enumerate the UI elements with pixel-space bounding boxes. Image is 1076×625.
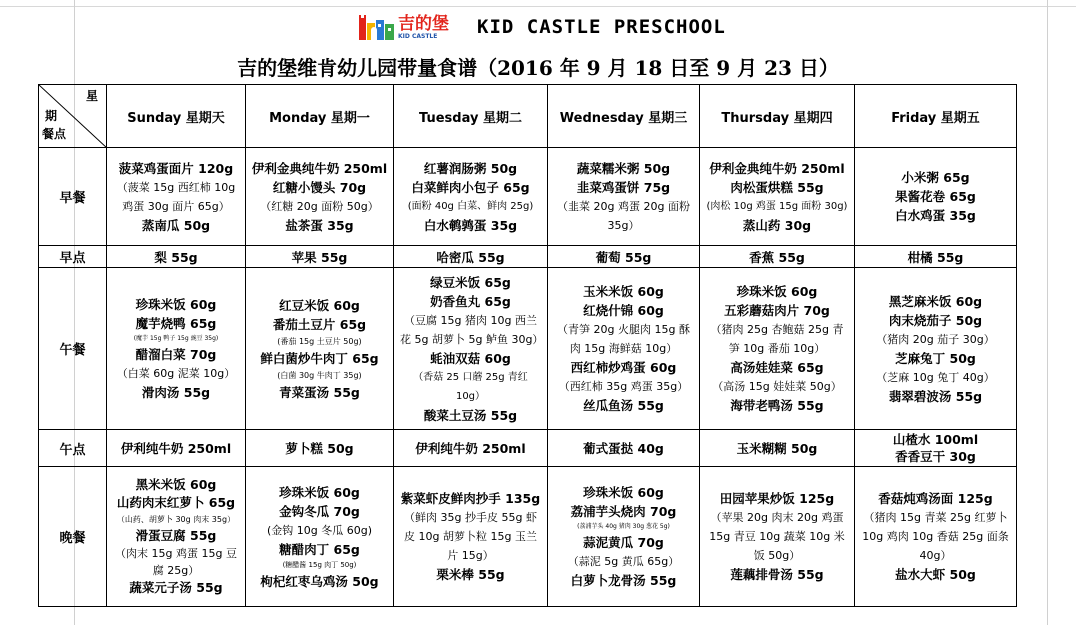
menu-cell-breakfast-tuesday — [394, 148, 548, 246]
dish: 玉米米饭 60g — [583, 284, 664, 299]
menu-cell-lunch-tuesday — [394, 268, 548, 430]
afternoon-snack-row — [39, 430, 1017, 467]
dish: 伊利金典纯牛奶 250ml — [709, 160, 845, 176]
ingredients: （鲜肉 35g 抄手皮 55g 虾皮 10g 胡萝卜粒 15g 玉兰片 15g） — [404, 511, 537, 562]
dish: 蒸山药 30g — [742, 217, 812, 233]
menu-cell-breakfast-friday — [855, 148, 1017, 246]
dish: 滑蛋豆腐 55g — [135, 528, 217, 543]
dinner-row — [39, 467, 1017, 607]
ingredients: (糖醋酱 15g 肉丁 50g) — [282, 560, 357, 569]
menu-cell-afternoon-wednesday: 葡式蛋挞 40g — [548, 430, 700, 467]
menu-cell-afternoon-sunday: 伊利纯牛奶 250ml — [107, 430, 246, 467]
school-name: KID CASTLE PRESCHOOL — [477, 16, 726, 38]
ingredients: （猪肉 20g 茄子 30g） — [876, 332, 995, 346]
dish: 珍珠米饭 60g — [583, 485, 664, 500]
dish: 番茄土豆片 65g — [272, 316, 367, 332]
day-header-wednesday: Wednesday 星期三 — [548, 85, 700, 148]
menu-cell-snack-thursday: 香蕉 55g — [700, 246, 855, 268]
dish: 醋溜白菜 70g — [135, 347, 217, 362]
logo-chinese-name: 吉的堡 — [398, 13, 449, 34]
ingredients: （猪肉 15g 青菜 25g 红萝卜 10g 鸡肉 10g 香菇 25g 面条 40g） — [862, 511, 1009, 562]
ingredients: （西红柿 35g 鸡蛋 35g） — [558, 380, 689, 393]
dish: 青菜蛋汤 55g — [279, 384, 360, 400]
ingredients: （韭菜 20g 鸡蛋 20g 面粉 35g） — [557, 199, 690, 232]
breakfast-row — [39, 148, 1017, 246]
document-header — [358, 12, 726, 42]
ingredients: （菠菜 15g 西红柿 10g — [116, 180, 236, 194]
menu-cell-afternoon-friday — [855, 430, 1017, 467]
menu-cell-snack-sunday: 梨 55g — [107, 246, 246, 268]
day-header-friday: Friday 星期五 — [855, 85, 1017, 148]
ingredients: （蒜泥 5g 黄瓜 65g） — [567, 555, 680, 568]
day-header-row — [39, 85, 1017, 148]
ingredients: （芝麻 10g 兔丁 40g） — [876, 370, 995, 384]
dish: 枸杞红枣乌鸡汤 50g — [260, 573, 379, 589]
ingredients: （豆腐 15g 猪肉 10g 西兰花 5g 胡萝卜 5g 鲈鱼 30g） — [400, 313, 544, 346]
dish: 紫菜虾皮鲜肉抄手 135g — [400, 491, 541, 506]
lunch-row — [39, 268, 1017, 430]
dish: 金钩冬瓜 70g — [279, 503, 360, 519]
ingredients: (番茄 15g 土豆片 50g) — [277, 336, 362, 346]
dish: 香菇炖鸡汤面 125g — [878, 491, 993, 506]
ingredients: （苹果 20g 肉末 20g 鸡蛋 15g 青豆 10g 蔬菜 10g 米饭 50g） — [709, 511, 845, 562]
dish: 红豆米饭 60g — [279, 297, 360, 313]
dish: 盐水大虾 50g — [895, 567, 976, 582]
ingredients: (荔浦芋头 40g 猪肉 30g 葱花 5g) — [577, 523, 670, 530]
weekly-menu-table — [38, 84, 1017, 607]
ingredients: （猪肉 25g 杏鲍菇 25g 青笋 10g 番茄 10g） — [710, 323, 844, 355]
dish: 肉松蛋烘糕 55g — [730, 179, 824, 195]
menu-cell-afternoon-thursday: 玉米糊糊 50g — [700, 430, 855, 467]
meal-label-morning-snack: 早点 — [39, 246, 107, 268]
ingredients: (白菌 30g 牛肉丁 35g) — [277, 370, 362, 380]
dish: 酸菜土豆汤 55g — [423, 407, 518, 423]
morning-snack-row — [39, 246, 1017, 268]
dish: 红薯润肠粥 50g — [423, 160, 518, 176]
dish: 海带老鸭汤 55g — [730, 398, 824, 413]
dish: 蔬菜元子汤 55g — [129, 580, 223, 595]
dish: 蒸南瓜 50g — [141, 217, 211, 233]
dish: 糖醋肉丁 65g — [279, 541, 360, 557]
dish: 盐茶蛋 35g — [285, 217, 354, 233]
menu-cell-breakfast-monday — [246, 148, 394, 246]
dish: 白萝卜龙骨汤 55g — [570, 573, 677, 588]
logo-english-name: KID CASTLE — [398, 32, 438, 40]
dish: 白水鹌鹑蛋 35g — [423, 217, 518, 233]
dish: 珍珠米饭 60g — [135, 297, 217, 312]
margin-guide-right — [1047, 0, 1048, 625]
dish: 伊利金典纯牛奶 250ml — [251, 160, 388, 176]
dish: 黑芝麻米饭 60g — [888, 293, 983, 309]
menu-cell-dinner-wednesday — [548, 467, 700, 607]
ingredients: （香菇 25 口蘑 25g 青红 10g） — [413, 371, 528, 402]
day-header-thursday: Thursday 星期四 — [700, 85, 855, 148]
dish: 韭菜鸡蛋饼 75g — [576, 179, 671, 195]
ingredients: （山药、胡萝卜 30g 肉末 35g） — [116, 515, 236, 524]
ingredients: (肉松 10g 鸡蛋 15g 面粉 30g) — [706, 200, 848, 212]
corner-label-bottom: 餐点 — [42, 127, 67, 141]
day-header-tuesday: Tuesday 星期二 — [394, 85, 548, 148]
menu-cell-dinner-friday — [855, 467, 1017, 607]
menu-cell-dinner-monday — [246, 467, 394, 607]
ingredients: （红糖 20g 面粉 50g） — [260, 199, 379, 213]
meal-label-lunch: 午餐 — [39, 268, 107, 430]
dish: 山楂水 100ml — [892, 432, 979, 447]
menu-cell-lunch-friday — [855, 268, 1017, 430]
ingredients: (金钩 10g 冬瓜 60g) — [266, 523, 373, 537]
dish: 珍珠米饭 60g — [279, 484, 360, 500]
dish: 奶香鱼丸 65g — [430, 293, 511, 309]
menu-cell-lunch-monday — [246, 268, 394, 430]
dish: 蚝油双菇 60g — [430, 350, 511, 366]
menu-cell-lunch-sunday — [107, 268, 246, 430]
ingredients: （白菜 60g 泥菜 10g） — [116, 367, 236, 380]
meal-label-dinner: 晚餐 — [39, 467, 107, 607]
menu-cell-afternoon-tuesday: 伊利纯牛奶 250ml — [394, 430, 548, 467]
menu-cell-dinner-sunday — [107, 467, 246, 607]
menu-cell-snack-friday: 柑橘 55g — [855, 246, 1017, 268]
dish: 田园苹果炒饭 125g — [719, 491, 835, 506]
dish: 高汤娃娃菜 65g — [730, 360, 824, 375]
menu-cell-afternoon-monday: 萝卜糕 50g — [246, 430, 394, 467]
menu-cell-snack-tuesday: 哈密瓜 55g — [394, 246, 548, 268]
dish: 西红柿炒鸡蛋 60g — [570, 360, 677, 375]
dish: 莲藕排骨汤 55g — [730, 567, 824, 582]
day-header-monday: Monday 星期一 — [246, 85, 394, 148]
menu-cell-breakfast-wednesday — [548, 148, 700, 246]
dish: 菠菜鸡蛋面片 120g — [118, 160, 234, 176]
menu-cell-breakfast-thursday — [700, 148, 855, 246]
dish: 白水鸡蛋 35g — [895, 208, 976, 223]
menu-cell-breakfast-sunday — [107, 148, 246, 246]
dish: 荔浦芋头烧肉 70g — [570, 504, 677, 519]
dish: 红烧什锦 60g — [583, 303, 664, 318]
dish: 五彩蘑菇肉片 70g — [724, 303, 830, 318]
dish: 黑米米饭 60g — [135, 477, 217, 492]
dish: 丝瓜鱼汤 55g — [583, 398, 664, 413]
meal-label-afternoon-snack: 午点 — [39, 430, 107, 467]
menu-cell-dinner-tuesday — [394, 467, 548, 607]
dish: 山药肉末红萝卜 65g — [116, 495, 236, 510]
meal-label-breakfast: 早餐 — [39, 148, 107, 246]
dish: 鲜白菌炒牛肉丁 65g — [260, 350, 379, 366]
menu-cell-snack-wednesday: 葡萄 55g — [548, 246, 700, 268]
dish: 芝麻兔丁 50g — [895, 350, 976, 366]
castle-icon — [358, 14, 396, 40]
dish: 魔芋烧鸭 65g — [135, 316, 217, 331]
dish: 翡翠碧波汤 55g — [888, 388, 983, 404]
menu-cell-snack-monday: 苹果 55g — [246, 246, 394, 268]
dish: 栗米棒 55g — [436, 567, 505, 582]
day-header-sunday: Sunday 星期天 — [107, 85, 246, 148]
ingredients: (魔芋 15g 鸭子 15g 豌豆 35g) — [133, 335, 219, 342]
dish: 果酱花卷 65g — [895, 189, 976, 204]
corner-header-cell — [39, 85, 107, 148]
dish: 蔬菜糯米粥 50g — [576, 160, 671, 176]
page-top-rule — [0, 6, 1076, 7]
dish: 珍珠米饭 60g — [736, 284, 818, 299]
dish: 肉末烧茄子 50g — [888, 312, 983, 328]
dish: 滑肉汤 55g — [141, 385, 211, 400]
corner-label-mid: 期 — [45, 109, 58, 123]
ingredients: （高汤 15g 娃娃菜 50g） — [712, 380, 842, 393]
ingredients: 鸡蛋 30g 面片 65g） — [122, 199, 230, 213]
dish: 绿豆米饭 65g — [430, 274, 511, 290]
ingredients: （肉末 15g 鸡蛋 15g 豆腐 25g） — [115, 547, 237, 577]
document-title: 吉的堡维肯幼儿园带量食谱（2016 年 9 月 18 日至 9 月 23 日） — [237, 56, 839, 80]
menu-cell-lunch-thursday — [700, 268, 855, 430]
dish: 白菜鲜肉小包子 65g — [411, 179, 530, 195]
dish: 蒜泥黄瓜 70g — [583, 535, 664, 550]
ingredients: (面粉 40g 白菜、鲜肉 25g) — [407, 200, 534, 212]
dish: 香香豆干 30g — [895, 449, 976, 464]
kid-castle-logo — [358, 14, 449, 40]
ingredients: （青笋 20g 火腿肉 15g 酥肉 15g 海鲜菇 10g） — [557, 323, 690, 355]
dish: 红糖小馒头 70g — [272, 179, 367, 195]
dish: 小米粥 65g — [901, 170, 970, 185]
menu-cell-dinner-thursday — [700, 467, 855, 607]
corner-label-top: 星 — [85, 89, 98, 103]
menu-cell-lunch-wednesday — [548, 268, 700, 430]
